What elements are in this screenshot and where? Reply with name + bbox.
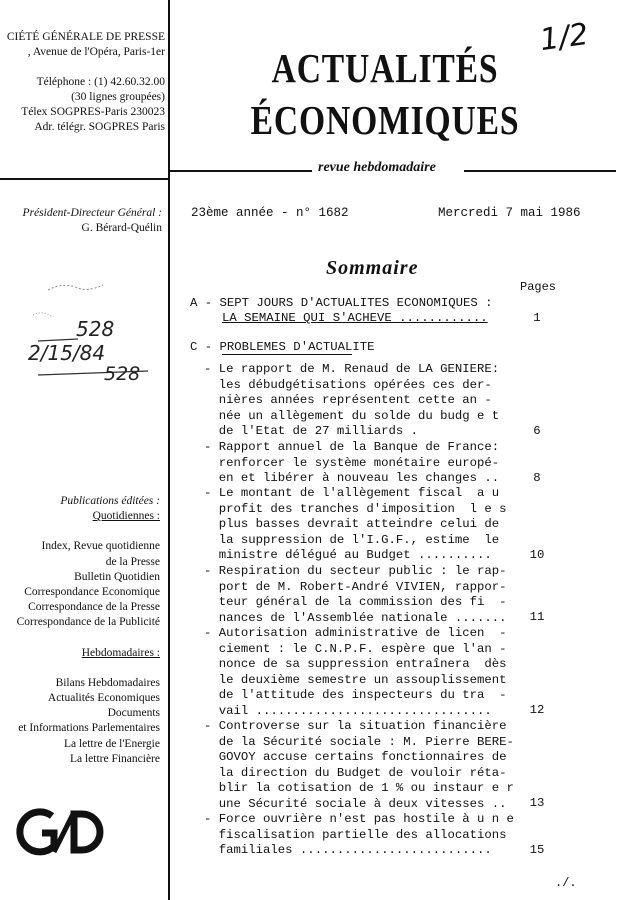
weekly-item: La lettre Financière bbox=[69, 752, 160, 765]
section-a-line1: A - SEPT JOURS D'ACTUALITES ECONOMIQUES : bbox=[190, 296, 493, 310]
pages-label: Pages bbox=[520, 280, 557, 294]
publisher-line: Adr. télégr. SOGPRES Paris bbox=[34, 121, 165, 133]
toc-page: 13 bbox=[529, 796, 545, 810]
toc-page: 8 bbox=[533, 471, 541, 485]
daily-item: de la Presse bbox=[105, 555, 160, 568]
publisher-line: Téléphone : (1) 42.60.32.00 bbox=[36, 76, 165, 88]
toc-page: 6 bbox=[533, 424, 541, 438]
toc-page: 15 bbox=[529, 843, 545, 857]
weekly-item: Documents bbox=[107, 707, 160, 720]
daily-heading: Quotidiennes : bbox=[92, 510, 160, 523]
continued-marker: ./. bbox=[555, 876, 577, 890]
daily-item: Bulletin Quotidien bbox=[74, 570, 160, 583]
section-a-line2: LA SEMAINE QUI S'ACHEVE ............ bbox=[222, 311, 488, 325]
section-c-heading: C - PROBLEMES D'ACTUALITE bbox=[190, 340, 375, 354]
stamp-date: 2/15/84 bbox=[28, 341, 106, 365]
weekly-item: La lettre de l'Energie bbox=[63, 737, 160, 750]
publisher-line: (30 lignes groupées) bbox=[71, 91, 165, 103]
gd-logo-icon bbox=[14, 806, 114, 858]
director-block bbox=[0, 206, 162, 236]
toc-entry: - Respiration du secteur public : le rap- port de M. Robert-André VIVIEN, rappor- teur général de la commission des fi - nances de l'Assemblée nationale ....... bbox=[204, 564, 507, 625]
stamp-number-1: 528 bbox=[76, 317, 115, 341]
publications-heading: Publications éditées : bbox=[60, 495, 160, 507]
stamp-area bbox=[28, 275, 168, 390]
toc-entry: - Le montant de l'allègement fiscal a u profit des tranches d'imposition l e s plus basses devrait atteindre celui de la suppression de l'I.G.F., estime le ministre délégué au Budget .......... bbox=[204, 486, 507, 562]
weekly-item: Actualités Economiques bbox=[47, 692, 160, 705]
subtitle-rule-right bbox=[464, 170, 616, 172]
toc-entry: - Controverse sur la situation financière de la Sécurité sociale : M. Pierre BERE- GOVOY accuse certains fonctionnaires de la direction du Budget de vouloir réta- blir la cotisation de 1 % ou instaur e r une Sécurité sociale à deux vitesses .. bbox=[204, 719, 514, 811]
issue-number: 23ème année - n° 1682 bbox=[191, 206, 349, 220]
subtitle-rule-left bbox=[170, 170, 312, 172]
left-header-rule bbox=[0, 178, 168, 180]
masthead-subtitle: revue hebdomadaire bbox=[318, 160, 436, 175]
toc-page: 12 bbox=[529, 703, 545, 717]
director-name: G. Bérard-Quélin bbox=[81, 222, 162, 234]
stamp-number-2: 528 bbox=[104, 363, 141, 385]
masthead-title-line1: ACTUALITÉS bbox=[271, 45, 499, 91]
publisher-line: Télex SOGPRES-Paris 230023 bbox=[21, 106, 165, 118]
daily-item: Index, Revue quotidienne bbox=[41, 540, 160, 553]
section-c-underline bbox=[222, 354, 352, 355]
toc-page: 11 bbox=[529, 610, 545, 624]
masthead-title-line2: ÉCONOMIQUES bbox=[250, 97, 520, 143]
section-a-page: 1 bbox=[533, 311, 541, 325]
summary-title: Sommaire bbox=[326, 257, 419, 279]
issue-date: Mercredi 7 mai 1986 bbox=[438, 206, 581, 220]
publisher-line: CIÉTÉ GÉNÉRALE DE PRESSE bbox=[6, 31, 165, 43]
weekly-heading: Hebdomadaires : bbox=[81, 646, 160, 659]
handwritten-page-number: 1/2 bbox=[537, 16, 591, 59]
publisher-block bbox=[0, 30, 165, 135]
left-column-rule bbox=[168, 0, 170, 900]
toc-entry: - Rapport annuel de la Banque de France: renforcer le système monétaire europé- en et libérer à nouveau les changes .. bbox=[204, 440, 500, 485]
daily-item: Correspondance de la Presse bbox=[28, 601, 160, 614]
publisher-line bbox=[0, 60, 165, 75]
weekly-item: et Informations Parlementaires bbox=[18, 722, 160, 735]
daily-item: Correspondance de la Publicité bbox=[16, 616, 160, 629]
toc-page: 10 bbox=[529, 548, 545, 562]
publications-list bbox=[0, 494, 160, 767]
daily-item: Correspondance Economique bbox=[24, 586, 160, 599]
toc-entry: - Force ouvrière n'est pas hostile à u n e fiscalisation partielle des allocations familiales .......................... bbox=[204, 812, 514, 857]
toc-entry: - Autorisation administrative de licen - ciement : le C.N.P.F. espère que l'an - nonce de sa suppression entraînera dès le deuxième semestre un assouplissement de l'attitude des inspecteurs du tra - vail ................................ bbox=[204, 626, 507, 718]
publisher-line: , Avenue de l'Opéra, Paris-1er bbox=[27, 46, 165, 58]
director-role: Président-Directeur Général : bbox=[22, 207, 162, 219]
toc-entry: - Le rapport de M. Renaud de LA GENIERE: les débudgétisations opérées ces der- nières années représentent cette an - née un allègement du solde du budg e t de l'Etat de 27 milliards . bbox=[204, 362, 500, 438]
weekly-item: Bilans Hebdomadaires bbox=[55, 676, 160, 689]
